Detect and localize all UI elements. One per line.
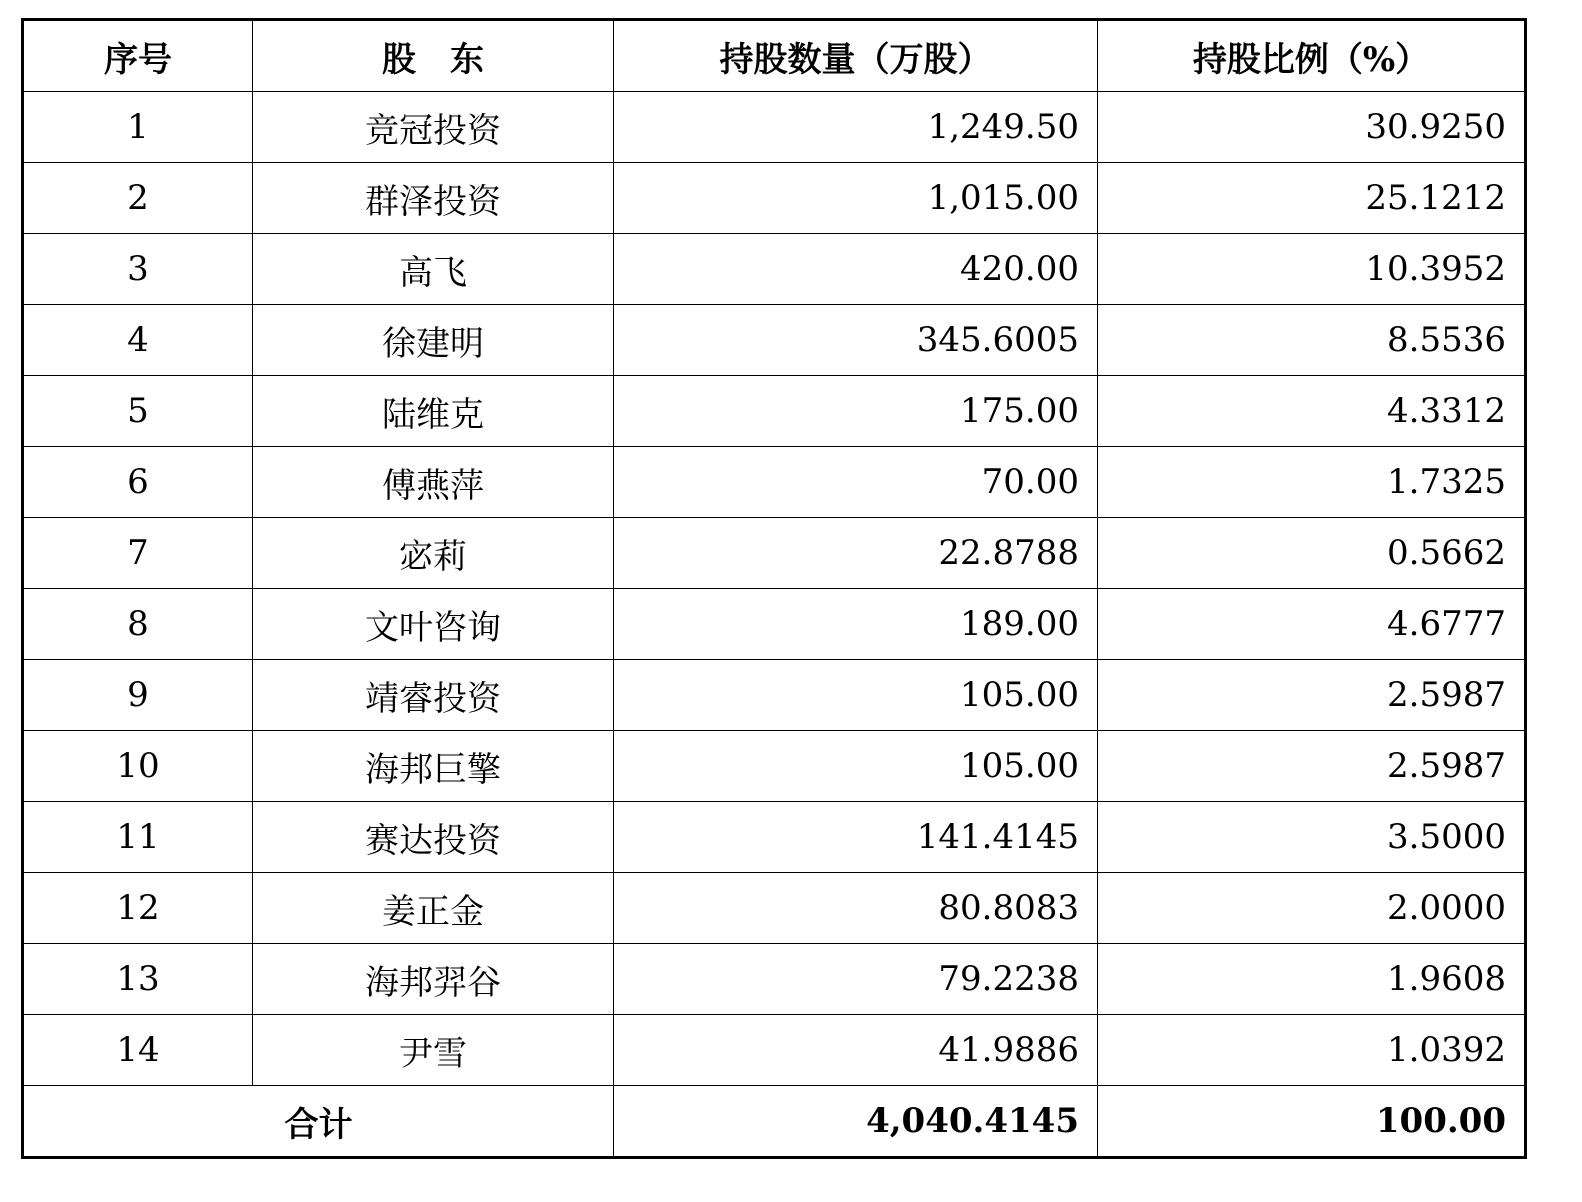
- cell-share-ratio: 2.5987: [1098, 731, 1526, 802]
- cell-serial-number: 13: [23, 944, 253, 1015]
- cell-serial-number: 3: [23, 234, 253, 305]
- header-share-ratio: 持股比例（%）: [1098, 20, 1526, 92]
- header-serial-number: 序号: [23, 20, 253, 92]
- cell-shareholder: 傅燕萍: [253, 447, 614, 518]
- cell-share-ratio: 25.1212: [1098, 163, 1526, 234]
- cell-share-count: 345.6005: [614, 305, 1098, 376]
- cell-shareholder: 陆维克: [253, 376, 614, 447]
- cell-share-count: 41.9886: [614, 1015, 1098, 1086]
- cell-share-count: 189.00: [614, 589, 1098, 660]
- table-row: [23, 163, 1526, 234]
- cell-shareholder: 靖睿投资: [253, 660, 614, 731]
- cell-share-count: 70.00: [614, 447, 1098, 518]
- table-row: [23, 447, 1526, 518]
- cell-shareholder: 姜正金: [253, 873, 614, 944]
- cell-share-count: 1,015.00: [614, 163, 1098, 234]
- cell-shareholder: 群泽投资: [253, 163, 614, 234]
- cell-share-ratio: 4.3312: [1098, 376, 1526, 447]
- cell-shareholder: 尹雪: [253, 1015, 614, 1086]
- total-share-ratio: 100.00: [1098, 1086, 1526, 1158]
- cell-share-ratio: 30.9250: [1098, 92, 1526, 163]
- table-row: [23, 731, 1526, 802]
- cell-share-ratio: 0.5662: [1098, 518, 1526, 589]
- cell-share-count: 141.4145: [614, 802, 1098, 873]
- cell-share-count: 175.00: [614, 376, 1098, 447]
- cell-share-ratio: 1.9608: [1098, 944, 1526, 1015]
- cell-shareholder: 徐建明: [253, 305, 614, 376]
- cell-share-count: 105.00: [614, 731, 1098, 802]
- shareholder-table: [21, 18, 1527, 1159]
- table-row: [23, 873, 1526, 944]
- cell-shareholder: 赛达投资: [253, 802, 614, 873]
- cell-serial-number: 14: [23, 1015, 253, 1086]
- table-row: [23, 802, 1526, 873]
- cell-serial-number: 12: [23, 873, 253, 944]
- cell-share-count: 80.8083: [614, 873, 1098, 944]
- cell-shareholder: 海邦羿谷: [253, 944, 614, 1015]
- table-row: [23, 305, 1526, 376]
- header-row: [23, 20, 1526, 92]
- table-row: [23, 944, 1526, 1015]
- total-share-count: 4,040.4145: [614, 1086, 1098, 1158]
- cell-serial-number: 4: [23, 305, 253, 376]
- cell-share-ratio: 1.7325: [1098, 447, 1526, 518]
- table-row: [23, 660, 1526, 731]
- cell-serial-number: 6: [23, 447, 253, 518]
- cell-serial-number: 8: [23, 589, 253, 660]
- cell-share-count: 420.00: [614, 234, 1098, 305]
- cell-serial-number: 1: [23, 92, 253, 163]
- cell-share-ratio: 3.5000: [1098, 802, 1526, 873]
- total-label: 合计: [23, 1086, 614, 1158]
- cell-serial-number: 5: [23, 376, 253, 447]
- cell-share-ratio: 1.0392: [1098, 1015, 1526, 1086]
- cell-share-ratio: 2.5987: [1098, 660, 1526, 731]
- table-row: [23, 234, 1526, 305]
- cell-shareholder: 文叶咨询: [253, 589, 614, 660]
- cell-serial-number: 7: [23, 518, 253, 589]
- cell-share-count: 22.8788: [614, 518, 1098, 589]
- total-row: [23, 1086, 1526, 1158]
- cell-share-ratio: 10.3952: [1098, 234, 1526, 305]
- cell-serial-number: 2: [23, 163, 253, 234]
- header-shareholder: 股 东: [253, 20, 614, 92]
- shareholder-table-container: [21, 18, 1527, 1159]
- cell-serial-number: 11: [23, 802, 253, 873]
- header-share-count: 持股数量（万股）: [614, 20, 1098, 92]
- cell-shareholder: 高飞: [253, 234, 614, 305]
- table-row: [23, 1015, 1526, 1086]
- cell-serial-number: 9: [23, 660, 253, 731]
- cell-shareholder: 竞冠投资: [253, 92, 614, 163]
- cell-share-ratio: 4.6777: [1098, 589, 1526, 660]
- table-row: [23, 376, 1526, 447]
- cell-share-ratio: 8.5536: [1098, 305, 1526, 376]
- cell-share-count: 79.2238: [614, 944, 1098, 1015]
- table-row: [23, 518, 1526, 589]
- cell-shareholder: 宓莉: [253, 518, 614, 589]
- cell-share-ratio: 2.0000: [1098, 873, 1526, 944]
- cell-serial-number: 10: [23, 731, 253, 802]
- table-row: [23, 589, 1526, 660]
- cell-share-count: 1,249.50: [614, 92, 1098, 163]
- cell-shareholder: 海邦巨擎: [253, 731, 614, 802]
- table-row: [23, 92, 1526, 163]
- cell-share-count: 105.00: [614, 660, 1098, 731]
